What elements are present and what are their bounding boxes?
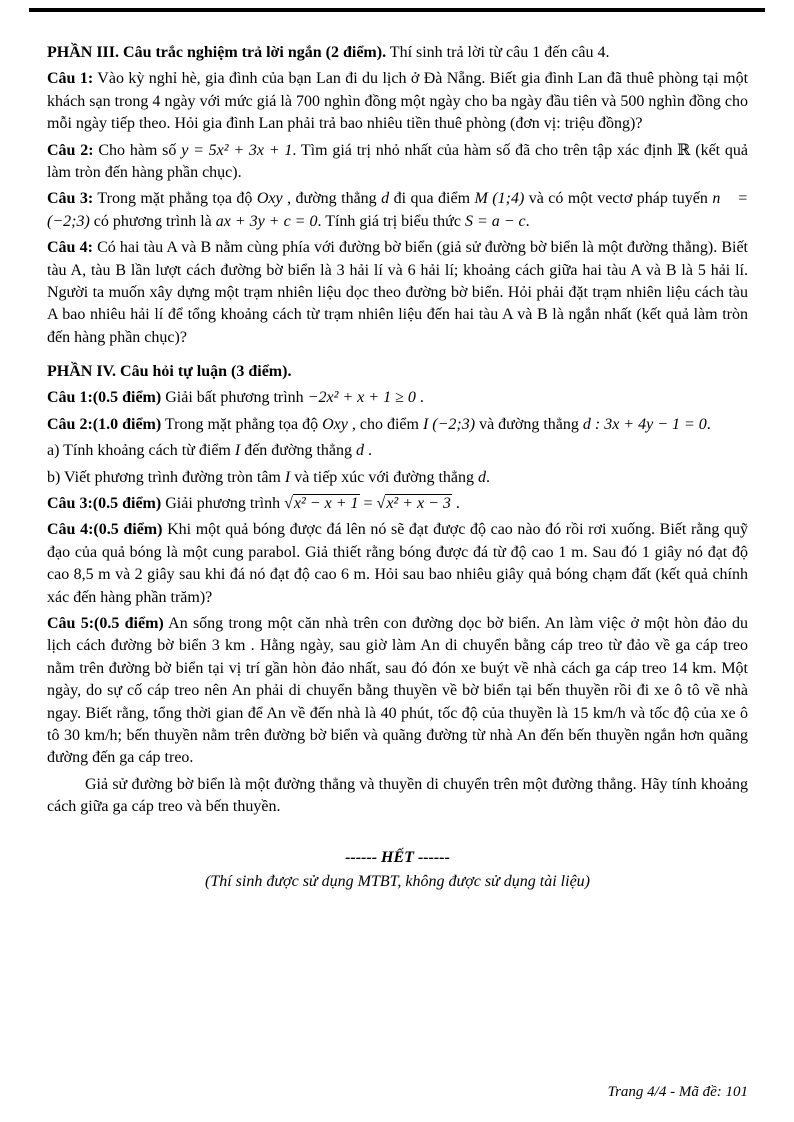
- math-expression: y = 5x² + 3x + 1: [181, 141, 293, 159]
- question-text: b) Viết phương trình đường tròn tâm: [47, 468, 285, 486]
- part4-question-3: [47, 493, 748, 515]
- question-text: đến đường thẳng: [240, 442, 356, 460]
- part4-question-5: [47, 613, 748, 770]
- question-text: .: [415, 389, 424, 407]
- question-text: Trong mặt phẳng tọa độ: [161, 415, 323, 433]
- part4-heading-bold: PHẦN IV. Câu hỏi tự luận (3 điểm).: [47, 363, 292, 381]
- math-expression: n⃗ = (−2;3): [47, 190, 749, 230]
- question-text: , đường thẳng: [282, 190, 382, 208]
- question-label: Câu 4:(0.5 điểm): [47, 521, 163, 539]
- exam-note: [47, 871, 748, 893]
- math-expression: I: [234, 442, 241, 460]
- question-text: và có một vectơ pháp tuyến: [524, 190, 713, 208]
- question-label: Câu 1:(0.5 điểm): [47, 389, 162, 407]
- document-body: [47, 42, 748, 897]
- question-label: Câu 3:: [47, 190, 94, 208]
- math-expression: Oxy: [256, 190, 283, 208]
- part4-question-2b: [47, 467, 748, 489]
- question-text: Vào kỳ nghỉ hè, gia đình của bạn Lan đi du lịch ở Đà Nẵng. Biết gia đình Lan đã thuê phòng tại một khách sạn trong 4 ngày với mức giá là 700 nghìn đồng một ngày cho ba ngày đầu tiên và 500 nghìn đồng cho mỗi ngày tiếp theo. Hỏi gia đình Lan phải trả bao nhiêu tiền thuê phòng (đơn vị: triệu đồng)?: [47, 70, 749, 133]
- sqrt-expression: √x² − x + 1: [284, 495, 359, 513]
- question-text: Giải phương trình: [161, 495, 285, 513]
- question-text: Giả sử đường bờ biển là một đường thẳng và thuyền di chuyển trên một đường thẳng. Hãy tính khoảng cách giữa ga cáp treo và bến thuyền.: [47, 775, 748, 816]
- end-marker-text: ------ HẾT ------: [345, 848, 450, 866]
- math-expression: d : 3x + 4y − 1 = 0: [582, 415, 707, 433]
- part4-heading: [47, 361, 748, 383]
- question-label: Câu 1:: [47, 70, 94, 88]
- math-expression: Oxy: [322, 415, 348, 433]
- end-marker: [47, 847, 748, 869]
- radicand: x² − x + 1: [293, 495, 359, 513]
- math-expression: d: [477, 468, 486, 486]
- question-text: và tiếp xúc với đường thẳng: [290, 468, 478, 486]
- question-text: .: [451, 495, 460, 513]
- math-expression: M (1;4): [474, 190, 525, 208]
- question-text: .: [525, 212, 530, 230]
- part3-heading-rest: Thí sinh trả lời từ câu 1 đến câu 4.: [386, 44, 610, 61]
- question-text: An sống trong một căn nhà trên con đường dọc bờ biển. An làm việc ở một hòn đảo du lịch cách đường bờ biển 3 km . Hằng ngày, sau giờ làm An di chuyển bằng cáp treo từ đảo về ga cáp treo nằm trên đường bờ biển tại vị trí gần hòn đảo nhất, sau đó đón xe buýt về nhà cách ga cáp treo 14 km. Một ngày, do sự cố cáp treo nên An phải di chuyển bằng thuyền về bờ biển tại bến thuyền rồi đi xe ô tô về nhà ngay. Biết rằng, tổng thời gian để An về đến nhà là 40 phút, tốc độ của thuyền là 15 km/h và tốc độ của xe ô tô 30 km/h; bến thuyền nằm trên đường bờ biển và quãng đường từ nhà An đến bến thuyền ngắn hơn quãng đường đến ga cáp treo.: [47, 614, 748, 767]
- math-expression: I: [284, 468, 291, 486]
- question-label: Câu 4:: [47, 239, 93, 257]
- part3-heading-bold: PHẦN III. Câu trắc nghiệm trả lời ngắn (2 điểm).: [47, 44, 387, 61]
- math-expression: I (−2;3): [422, 415, 476, 433]
- math-expression: d: [381, 190, 390, 208]
- question-text: a) Tính khoảng cách từ điểm: [47, 442, 235, 460]
- question-label: Câu 3:(0.5 điểm): [47, 495, 162, 513]
- math-expression: −2x² + x + 1 ≥ 0: [307, 389, 416, 407]
- question-text: Khi một quả bóng được đá lên nó sẽ đạt được độ cao nào đó rồi rơi xuống. Biết rằng quỹ đạo của quả bóng là một cung parabol. Giả thiết rằng bóng được đá từ độ cao 1 m. Sau đó 1 giây nó đạt độ cao 8,5 m và 2 giây sau khi đá nó đạt độ cao 6 m. Hỏi sau bao nhiêu giây quả bóng chạm đất (kết quả chính xác đến hàng phần trăm)?: [47, 521, 748, 606]
- part3-question-3: [47, 188, 748, 233]
- question-text: , cho điểm: [347, 415, 423, 433]
- math-expression: d: [355, 442, 364, 460]
- exam-note-text: (Thí sinh được sử dụng MTBT, không được sử dụng tài liệu): [204, 872, 590, 890]
- part4-question-5-cont: [47, 774, 748, 819]
- math-expression: ℝ: [677, 141, 691, 159]
- question-label: Câu 2:(1.0 điểm): [47, 415, 162, 433]
- question-text: có phương trình là: [89, 212, 216, 230]
- question-label: Câu 2:: [47, 141, 94, 159]
- part4-question-2: [47, 414, 748, 436]
- question-text: đi qua điểm: [389, 190, 475, 208]
- question-text: (kết quả làm tròn đến hàng phần chục).: [47, 141, 749, 181]
- part3-question-2: [47, 140, 748, 185]
- page-footer: Trang 4/4 - Mã đề: 101: [607, 1084, 748, 1100]
- question-text: Có hai tàu A và B nằm cùng phía với đường bờ biển (giả sử đường bờ biển là một đường thẳng). Biết tàu A, tàu B lần lượt cách đường bờ biển là 3 hải lí và 6 hải lí; khoảng cách giữa hai tàu A và B là 5 hải lí. Người ta muốn xây dựng một trạm nhiên liệu dọc theo đường bờ biển. Hỏi phải đặt trạm nhiên liệu cách tàu A bao nhiêu hải lí để tổng khoảng cách từ trạm nhiên liệu đến hai tàu A và B là ngắn nhất (kết quả làm tròn đến hàng phần chục)?: [47, 239, 749, 346]
- math-expression: S = a − c: [464, 212, 526, 230]
- question-text: Cho hàm số: [93, 141, 182, 159]
- radicand: x² + x − 3: [386, 495, 451, 513]
- question-text: Trong mặt phẳng tọa độ: [93, 190, 257, 208]
- part4-question-1: [47, 387, 748, 409]
- part4-question-4: [47, 519, 748, 609]
- part4-question-2a: [47, 440, 748, 462]
- part3-question-4: [47, 237, 748, 349]
- question-text: =: [359, 495, 377, 513]
- question-text: Giải bất phương trình: [161, 389, 308, 407]
- question-text: . Tính giá trị biểu thức: [317, 212, 465, 230]
- math-expression: ax + 3y + c = 0: [215, 212, 318, 230]
- sqrt-expression: √x² + x − 3: [376, 495, 451, 513]
- part3-heading: [47, 42, 748, 64]
- page-top-rule: [29, 8, 765, 12]
- question-text: .: [363, 442, 372, 460]
- question-text: . Tìm giá trị nhỏ nhất của hàm số đã cho trên tập xác định: [292, 141, 678, 159]
- part3-question-1: [47, 68, 748, 135]
- question-text: .: [485, 468, 490, 486]
- question-text: .: [706, 415, 711, 433]
- question-label: Câu 5:(0.5 điểm): [47, 614, 164, 632]
- question-text: và đường thẳng: [475, 415, 583, 433]
